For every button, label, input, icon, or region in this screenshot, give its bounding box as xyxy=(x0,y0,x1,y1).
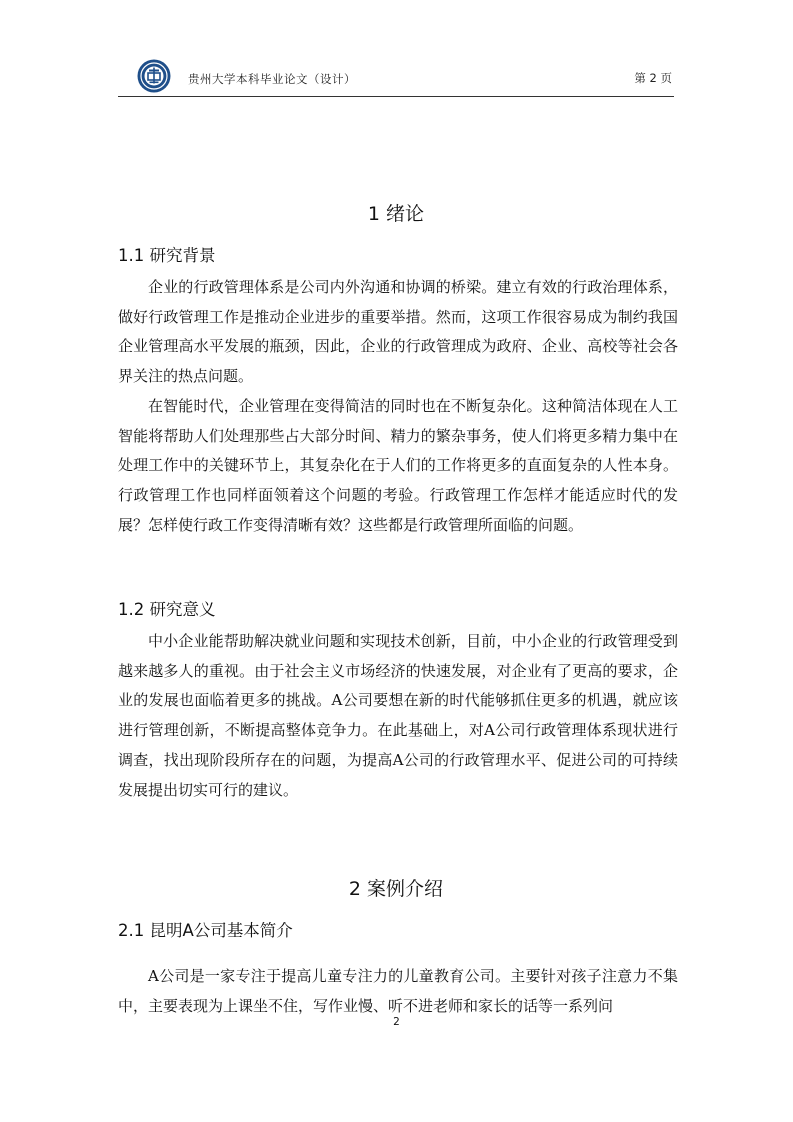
section-heading: 1.1 研究背景 xyxy=(118,246,216,265)
body-paragraph: A公司是一家专注于提高儿童专注力的儿童教育公司。主要针对孩子注意力不集中，主要表现为上课坐不住，写作业慢、听不进老师和家长的话等一系列问 xyxy=(118,967,678,1015)
university-logo-icon xyxy=(137,59,171,93)
header-page-number: 第 2 页 xyxy=(634,71,672,85)
chapter-title: 2 案例介绍 xyxy=(348,878,444,900)
footer-page-number: 2 xyxy=(393,1016,400,1028)
section-heading: 1.2 研究意义 xyxy=(118,600,216,619)
section-heading: 2.1 昆明A公司基本简介 xyxy=(118,921,293,940)
header-divider xyxy=(118,96,674,97)
page-header xyxy=(118,58,674,98)
header-title: 贵州大学本科毕业论文（设计） xyxy=(188,72,356,86)
body-paragraph: 在智能时代，企业管理在变得简洁的同时也在不断复杂化。这种简洁体现在人工智能将帮助人们处理那些占大部分时间、精力的繁杂事务，使人们将更多精力集中在处理工作中的关键环节上，其复杂化在于人们的工作将更多的直面复杂的人性本身。行政管理工作也同样面领着这个问题的考验。行政管理工作怎样才能适应时代的发展？怎样使行政工作变得清晰有效？这些都是行政管理所面临的问题。 xyxy=(118,397,678,534)
chapter-title: 1 绪论 xyxy=(367,203,425,225)
body-paragraph: 中小企业能帮助解决就业问题和实现技术创新，目前，中小企业的行政管理受到越来越多人的重视。由于社会主义市场经济的快速发展，对企业有了更高的要求，企业的发展也面临着更多的挑战。A公司要想在新的时代能够抓住更多的机遇，就应该进行管理创新，不断提高整体竞争力。在此基础上，对A公司行政管理体系现状进行调查，找出现阶段所存在的问题，为提高A公司的行政管理水平、促进公司的可持续发展提出切实可行的建议。 xyxy=(118,632,678,799)
body-paragraph: 企业的行政管理体系是公司内外沟通和协调的桥梁。建立有效的行政治理体系，做好行政管理工作是推动企业进步的重要举措。然而，这项工作很容易成为制约我国企业管理高水平发展的瓶颈，因此，企业的行政管理成为政府、企业、高校等社会各界关注的热点问题。 xyxy=(118,278,678,386)
